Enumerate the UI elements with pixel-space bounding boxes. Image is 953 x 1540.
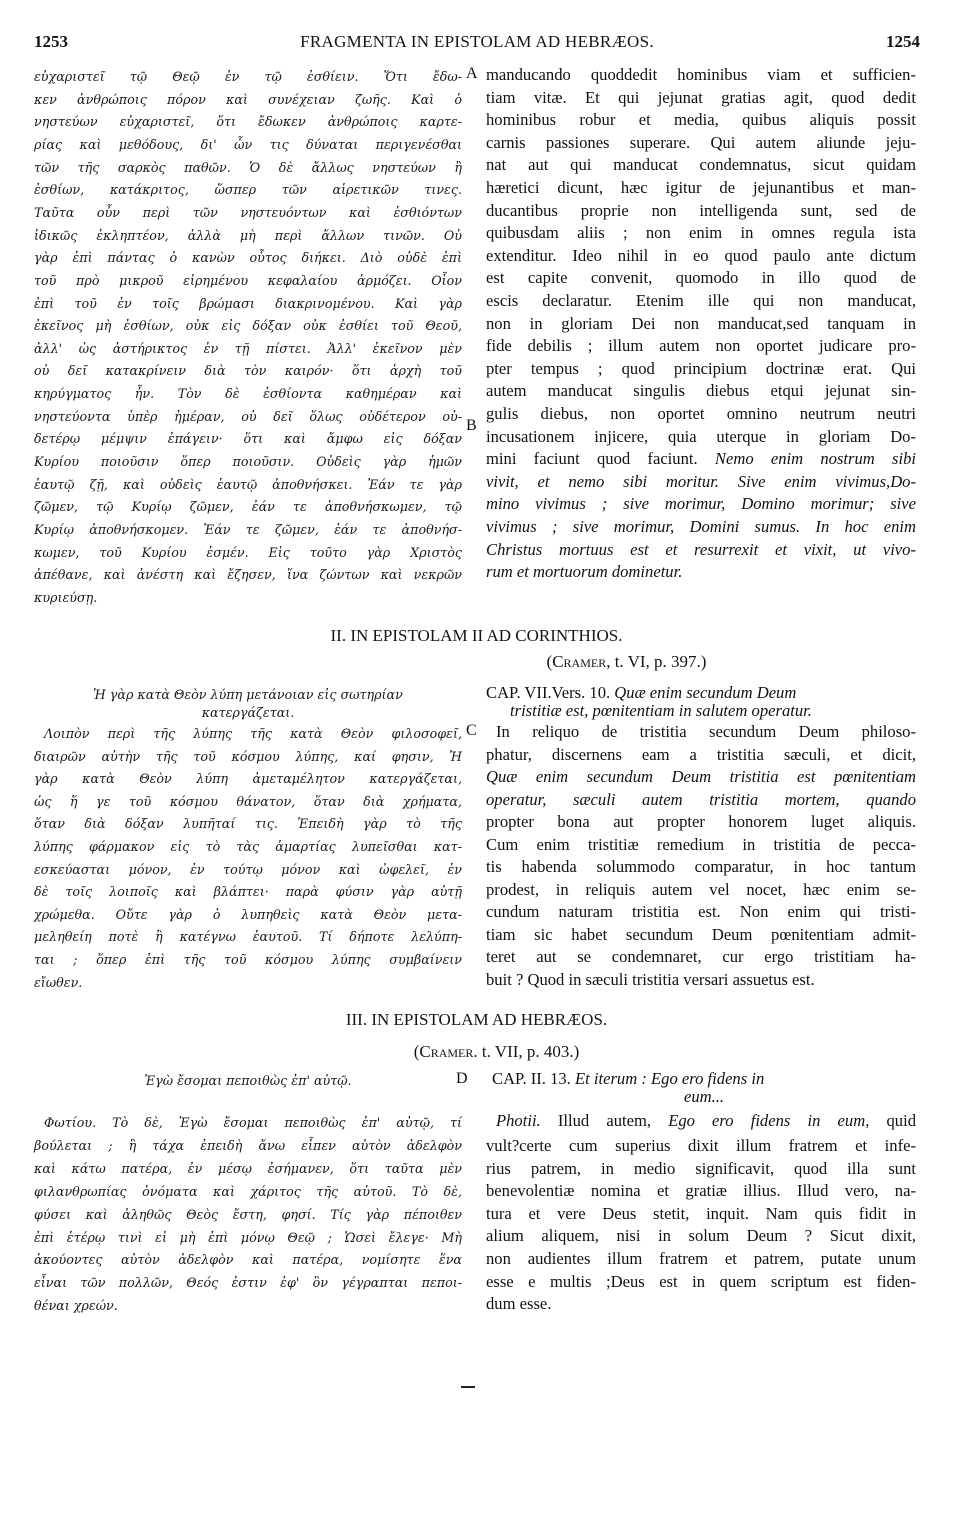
text-line: vivimus ; sive morimur, Domini sumus. In hoc enim [486,517,916,536]
greek-column-section-1 [34,66,462,626]
text-line: vivit, et nemo sibi moritur. Sive enim vivimus,Do- [486,471,916,491]
text-line: ἑαυτῷ ζῇ, καὶ οὐδεὶς ἑαυτῷ ἀποθνήσκει. Ἐάν τε γὰρ [34,476,462,492]
text-line: Christus mortuus est et resurrexit et vixit, ut vivo- [486,539,916,559]
text-line: βούλεται ; ἢ τάχα ἐπειδὴ ἄνω εἶπεν αὐτὸν ἀδελφὸν [34,1137,462,1153]
text-line: ἐπὶ ἑτέρῳ τινὶ εἰ μὴ ἐπὶ μόνῳ Θεῷ ; Ὡσεὶ ἔλεγε· Μὴ [34,1229,462,1245]
text-line: φύσει καὶ ἀληθῶς Θεὸς ἔστη, φησί. Τίς γὰρ πέποιθεν [34,1206,462,1222]
text-line: carnis passiones superare. Qui autem aliunde jeju- [486,132,916,152]
running-header [34,32,920,54]
text-line: escis declaratur. Etenim ille qui non manducat, [486,291,916,310]
running-title: FRAGMENTA IN EPISTOLAM AD HEBRÆOS. [300,32,654,51]
text-line: Φωτίου. Τὸ δὲ, Ἐγὼ ἔσομαι πεποιθὼς ἐπ' αὐτῷ, τί [44,1115,462,1130]
text-line: ρίας καὶ μεθόδους, δι' ὧν τις δύναται περιγενέσθαι [34,136,462,152]
italic-scripture-start: Nemo enim nostrum sibi [697,449,916,469]
text-line: τοῦ πρὸ μικροῦ εἰρημένου κεφαλαίου ἁρμόζει. Οἷον [34,272,462,288]
text-line: pter tempus ; quod principium doctrinæ erat. Qui [486,358,916,378]
margin-mark-a: A [466,65,478,82]
text-line: εσκεύασται μόνον, ἐν τούτῳ μόνον καὶ ὠφελεῖ, ἐν [34,861,462,877]
text-line: tura et vere Deus stetit, inquit. Nam quis fidit in [486,1203,916,1223]
greek-column-section-3 [34,1112,462,1312]
text-line: est capite convenit, quomodo in illo quod de [486,268,916,288]
text-line: Cum enim tristitiæ remedium in tristitia de pecca- [486,834,916,854]
latin-column-section-1 [486,64,916,604]
text-segment: mini faciunt quod faciunt. [486,449,698,469]
latin-verse-section-2: CAP. VII.Vers. 10. Quæ enim secundum Deum tristitiæ est, pœnitentiam in salutem operatur. [486,683,812,720]
text-line: θέναι χρεών. [34,1298,118,1314]
text-line: Ταῦτα οὖν περὶ τῶν νηστευόντων καὶ ἐσθιόντων [34,204,462,220]
text-line: εὐχαριστεῖ τῷ Θεῷ ἐν τῷ ἐσθίειν. Ὅτι ἔδω- [34,69,462,84]
text-line: operatur, sæculi autem tristitia mortem, quando [486,789,916,809]
text-line: benevolentiæ nomina et gratiæ illius. Illud vero, na- [486,1181,916,1201]
text-line: fide debilis ; illum autem non oportet judicare pro- [486,336,916,356]
text-line: dum esse. [486,1294,552,1314]
page-number-left: 1253 [34,32,68,51]
text-line: nat aut qui manducat condemnatus, sicut quidam [486,155,916,175]
text-line: εἶναι τῶν πολλῶν, Θεός ἐστιν ἐφ' ὃν γέγραπται πεποι- [34,1275,462,1291]
text-line: φιλανθρωπίας ὀνόματα καὶ χάριτος τῆς αὐτοῦ. Τὸ δὲ, [34,1183,462,1199]
text-line: νηστεύοντα ὑπὲρ ἡμέραν, οὐ δεῖ ὅλως οὐδέτερον οὐ- [34,408,462,424]
text-line: ducantibus proprie non intelligenda sunt, sed de [486,200,916,220]
margin-mark-b: B [466,417,477,434]
text-line: ζῶμεν, τῷ Κυρίῳ ζῶμεν, ἐάν τε ἀποθνήσκωμεν, τῷ [34,499,462,515]
text-line: καὶ κάτω πατέρα, ἐν μέσῳ ἐσήμανεν, ὅτι ταῦτα μὲν [34,1160,462,1176]
text-line: ἀκούοντες αὐτὸν ἀδελφὸν καὶ πατέρα, νομίσητε ἕνα [34,1252,462,1268]
text-line: mino vivimus ; sive morimur, Domino morimur; sive [486,494,916,514]
latin-verse-section-3: CAP. II. 13. Et iterum : Ego ero fidens in eum... [492,1069,765,1106]
text-line: κηρύγματος ἦν. Τὸν δὲ ἐσθίοντα καθημέραν καὶ [34,386,462,402]
section-heading-2: II. IN EPISTOLAM II AD CORINTHIOS. [330,626,623,645]
text-line: non audientes illum fratrem et patrem, putate unum [486,1249,916,1268]
text-line: prodest, in reliquis autem vel nocet, hæc enim se- [486,879,916,899]
text-line: τῶν τῆς σαρκὸς παθῶν. Ὁ δὲ ἄλλως νηστεύων ἢ [34,159,462,175]
text-line: hæretici dicunt, hæc igitur de jejunantibus et man- [486,178,916,197]
latin-column-section-2 [486,721,916,1011]
text-line: γὰρ ἐπὶ πάντας ὁ κανὼν οὗτος διήκει. Διὸ οὐδὲ ἐπὶ [34,250,462,266]
latin-column-section-3 [486,1135,916,1335]
text-line: cundum naturam tristitia est. Non enim qui tristi- [486,902,916,921]
greek-verse-section-3: Ἐγὼ ἔσομαι πεποιθὼς ἐπ' αὐτῷ. [144,1073,352,1088]
text-line: manducando quoddedit hominibus viam et sufficien- [486,65,916,84]
text-line: κεν ἀνθρώποις πόρον καὶ συνέχειαν ζωῆς. Καὶ ὁ [34,91,462,107]
text-line: ἰδικῶς ἐκληπτέον, ἀλλὰ μὴ περὶ ἄλλων τινῶν. Οὐ [34,227,462,243]
text-line: ἐσθίων, κατάκριτος, ὥσπερ τῶν αἱρετικῶν τινες. [34,182,462,198]
text-line: Κυρίου ποιοῦσιν ὅπερ ποιοῦσιν. Οὐδεὶς γὰρ ἡμῶν [34,454,462,470]
text-line: μεληθείη ποτὲ ἢ κατέγνω ἑαυτοῦ. Τί δήποτε λελύπη- [34,929,462,945]
text-line: Λοιπὸν περὶ τῆς λύπης τῆς κατὰ Θεὸν φιλοσοφεῖ, [44,726,462,741]
text-line: λύπης φάρμακον εἰς τὸ τὰς ἁμαρτίας λυπεῖσθαι κατ- [34,839,462,854]
text-line: rius patrem, in medio significavit, quod illa sunt [486,1158,916,1178]
text-line: οὐ δεῖ κατακρίνειν διὰ τὸν καιρόν· ὅτι ἀρχὴ τοῦ [34,363,462,379]
text-line: νηστεύων εὐχαριστεῖ, ὅτι ἔδωκεν ἀνθρώποις καρτε- [34,114,462,130]
text-line: ὅταν διὰ δόξαν λυπῆταί τις. Ἐπειδὴ γὰρ τὸ τῆς [34,816,462,832]
text-line: χρώμεθα. Οὔτε γὰρ ὁ λυπηθεὶς κατὰ Θεὸν μετα- [34,906,462,922]
text-line: κυριεύσῃ. [34,589,98,605]
text-line: gulis diebus, non oportet omnino neutrum neutri [486,404,916,423]
text-line: hominibus robur et media, quibus aliquis possit [486,110,916,130]
text-line: Κυρίῳ ἀποθνήσκομεν. Ἐάν τε ζῶμεν, ἐάν τε ἀποθνήσ- [34,522,462,537]
text-line: διαιρῶν αὐτὴν τῆς τοῦ κόσμου λύπης, καί φησιν, Ἡ [34,748,462,764]
text-line: ἐπὶ τοῦ ἐν τοῖς βρώμασι διακρινομένου. Καὶ γὰρ [34,295,462,311]
margin-mark-c: C [466,722,477,739]
text-line: propter bona aut propter honorem luget aliquis. [486,812,916,831]
text-line: tis habenda solummodo comparatur, in hoc tantum [486,857,916,876]
text-line: rum et mortuorum dominetur. [486,562,683,582]
text-line: γὰρ κατὰ Θεὸν λύπη ἀμεταμέλητον κατεργάζεται, [34,771,462,787]
closing-rule [461,1386,475,1388]
page-number-right: 1254 [886,32,920,51]
text-line: non in gloriam Dei non manducat,sed tanquam in [486,313,916,333]
text-line: esse e multis ;Deus est in quem scriptum est fiden- [486,1271,916,1291]
source-reference-3: (Cramer. t. VII, p. 403.) [413,1042,580,1061]
text-line: ἀπέθανε, καὶ ἀνέστη καὶ ἔζησεν, ἵνα ζώντων καὶ νεκρῶν [34,567,462,583]
text-line: quibusdam aliis ; non enim in omnes regula ista [486,223,916,243]
greek-column-section-2 [34,723,462,1013]
text-line: ἐκεῖνος μὴ ἐσθίων, οὐκ εἰς δόξαν οὐκ ἐσθίει τοῦ Θεοῦ, [34,318,462,334]
latin-first-line-section-3: Photii. Illud autem, Ego ero fidens in eum, quid [496,1111,916,1130]
text-line: εἴωθεν. [34,974,83,990]
text-line [486,448,916,470]
text-line: δὲ τοῖς λοιποῖς καὶ βλάπτει· παρὰ φύσιν γὰρ αὐτῇ [34,884,462,900]
text-line: tiam vitæ. Et qui jejunat gratias agit, quod dedit [486,87,916,107]
section-heading-3: III. IN EPISTOLAM AD HEBRÆOS. [345,1010,608,1029]
text-line: autem manducat singulis diebus etqui jejunat sin- [486,381,916,401]
text-line: incusationem injicere, quia uterque in gloriam Do- [486,426,916,446]
text-line: phatur, discernens eam a tristitia sæculi, et dicit, [486,744,916,764]
text-line: δετέρῳ μέμψιν ἐπάγειν· ὅτι καὶ ἄμφω εἰς δόξαν [34,431,462,447]
text-line: ὡς ἥ γε τοῦ κόσμου θάνατον, ὅταν διὰ χρήματα, [34,793,462,809]
text-line: extenditur. Ideo nihil in eo quod paulo ante dictum [486,245,916,265]
margin-mark-d: D [456,1070,468,1087]
text-line: tiam sic habet secundum Deum pœnitentiam admit- [486,924,916,944]
greek-verse-section-2: Ἡ γὰρ κατὰ Θεὸν λύπη μετάνοιαν εἰς σωτηρίαν κατεργάζεται. [93,687,403,720]
text-line: Quæ enim secundum Deum tristitia est pœnitentiam [486,767,916,786]
text-line: buit ? Quod in sæculi tristitia versari assuetus est. [486,969,815,989]
text-line: ἀλλ' ὡς ἀστήρικτος ἐν τῇ πίστει. Ἀλλ' ἐκεῖνον μὲν [34,340,462,356]
text-line: κωμεν, τοῦ Κυρίου ἐσμέν. Εἰς τοῦτο γὰρ Χριστὸς [34,544,462,560]
text-line: alium aliquem, nisi in solum Deum ? Sicut dixit, [486,1226,916,1246]
source-reference-2: (Cramer, t. VI, p. 397.) [546,652,707,671]
text-line: ται ; ὅπερ ἐπὶ τῆς τοῦ κόσμου λύπης συμβαίνειν [34,952,462,967]
text-line: vult?certe cum superius dixit illum fratrem et infe- [486,1136,916,1155]
text-line: In reliquo de tristitia secundum Deum philoso- [496,722,916,741]
text-line: teret aut se condemnaret, cur ergo tristitiam ha- [486,947,916,966]
